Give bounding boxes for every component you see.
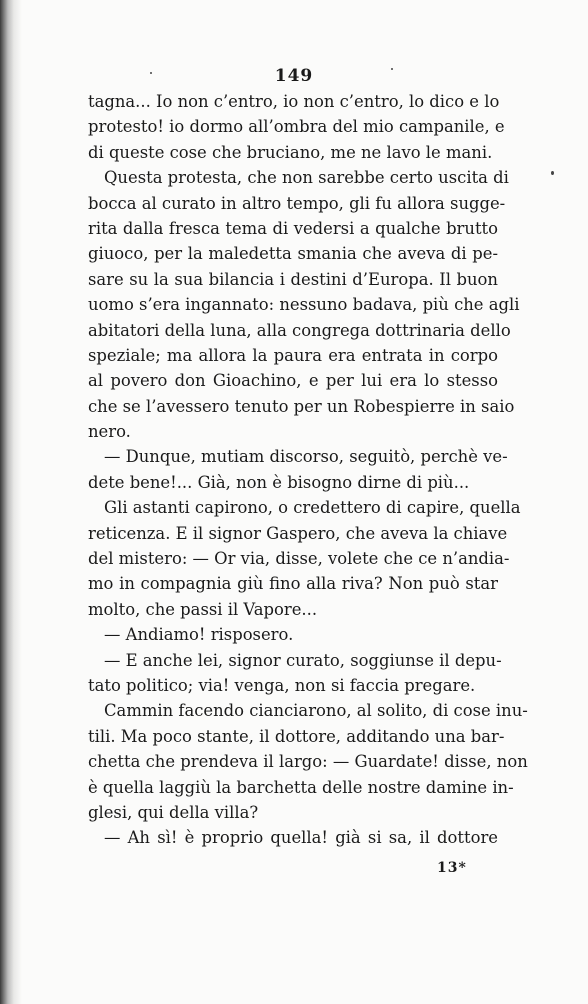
text-line: Cammin facendo cianciarono, al solito, di cose inu- — [104, 701, 528, 721]
body-text — [88, 89, 528, 851]
text-line: — Dunque, mutiam discorso, seguitò, perchè ve- — [104, 447, 508, 467]
text-line: è quella laggiù la barchetta delle nostre damine in- — [88, 777, 514, 797]
text-line: chetta che prendeva il largo: — Guardate! disse, non — [88, 752, 528, 772]
text-line: tato politico; via! venga, non si faccia pregare. — [88, 675, 476, 695]
text-line: protesto! io dormo all’ombra del mio campanile, e — [88, 117, 505, 137]
text-line: rita dalla fresca tema di vedersi a qualche brutto — [88, 218, 498, 238]
text-line: Questa protesta, che non sarebbe certo uscita di — [104, 168, 509, 188]
text-line: tili. Ma poco stante, il dottore, additando una bar- — [88, 726, 505, 746]
text-line: tagna... Io non c’entro, io non c’entro, lo dico e lo — [88, 92, 500, 111]
signature-mark: 13* — [437, 860, 467, 876]
text-line: al povero don Gioachino, e per lui era lo stesso — [88, 371, 498, 391]
page-number: 149 — [274, 66, 314, 86]
text-line: dete bene!... Già, non è bisogno dirne di più... — [88, 472, 470, 492]
text-line: mo in compagnia giù fino alla riva? Non può star — [88, 574, 498, 594]
text-line: nero. — [88, 422, 131, 442]
text-line: del mistero: — Or via, disse, volete che ce n’andia- — [88, 549, 510, 569]
text-line: — E anche lei, signor curato, soggiunse il depu- — [104, 650, 502, 670]
text-line: bocca al curato in altro tempo, gli fu allora sugge- — [88, 193, 506, 213]
text-line: di queste cose che bruciano, me ne lavo le mani. — [88, 142, 493, 162]
text-line: — Andiamo! risposero. — [104, 625, 294, 645]
binding-shadow — [0, 0, 22, 1004]
print-speck — [391, 68, 393, 70]
text-line: — Ah sì! è proprio quella! già si sa, il dottore — [104, 828, 498, 848]
text-line: reticenza. E il signor Gaspero, che aveva la chiave — [88, 523, 508, 543]
print-speck — [551, 171, 554, 175]
text-line: che se l’avessero tenuto per un Robespierre in saio — [88, 396, 515, 416]
text-line: giuoco, per la maledetta smania che aveva di pe- — [88, 244, 498, 264]
print-speck — [150, 72, 152, 74]
text-line: molto, che passi il Vapore... — [88, 599, 318, 619]
text-line: uomo s’era ingannato: nessuno badava, più che agli — [88, 295, 520, 315]
text-line: Gli astanti capirono, o credettero di capire, quella — [104, 498, 521, 518]
text-line: glesi, qui della villa? — [88, 802, 259, 822]
text-line: abitatori della luna, alla congrega dottrinaria dello — [88, 320, 511, 340]
text-line: sare su la sua bilancia i destini d’Europa. Il buon — [88, 269, 498, 289]
text-line: speziale; ma allora la paura era entrata in corpo — [88, 345, 498, 365]
